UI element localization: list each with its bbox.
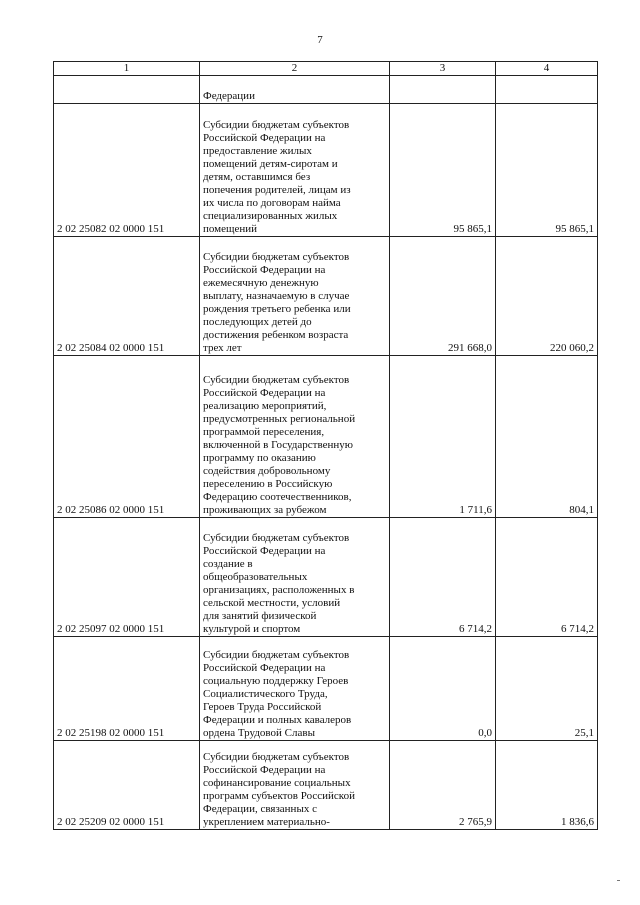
table-row bbox=[54, 741, 598, 830]
value-col3: 0,0 bbox=[390, 637, 496, 741]
table-row bbox=[54, 356, 598, 518]
header-cell-2: 2 bbox=[200, 62, 390, 76]
value-col4: 804,1 bbox=[496, 356, 598, 518]
row-description: Субсидии бюджетам субъектов Российской Федерации на социальную поддержку Героев Социалистического Труда, Героев Труда Российской Федерации и полных кавалеров ордена Трудовой Славы bbox=[200, 637, 390, 741]
row-description: Субсидии бюджетам субъектов Российской Федерации на софинансирование социальных программ субъектов Российской Федерации, связанных с укреплением материально- bbox=[200, 741, 390, 830]
budget-code: 2 02 25086 02 0000 151 bbox=[54, 356, 200, 518]
budget-code: 2 02 25198 02 0000 151 bbox=[54, 637, 200, 741]
table-header-row bbox=[54, 62, 598, 76]
value-col4: 95 865,1 bbox=[496, 104, 598, 237]
budget-code: 2 02 25084 02 0000 151 bbox=[54, 237, 200, 356]
value-col3: 2 765,9 bbox=[390, 741, 496, 830]
table-row bbox=[54, 237, 598, 356]
value-col3: 6 714,2 bbox=[390, 518, 496, 637]
value-col4: 1 836,6 bbox=[496, 741, 598, 830]
value-col4: 220 060,2 bbox=[496, 237, 598, 356]
header-cell-3: 3 bbox=[390, 62, 496, 76]
page-number: 7 bbox=[317, 34, 323, 46]
value-col3: 1 711,6 bbox=[390, 356, 496, 518]
continuation-text: Федерации bbox=[200, 76, 390, 104]
value-col4: 25,1 bbox=[496, 637, 598, 741]
row-description: Субсидии бюджетам субъектов Российской Федерации на реализацию мероприятий, предусмотренных региональной программой переселения, включенной в Государственную программу по оказанию содействия добровольному переселению в Российскую Федерацию соотечественников, проживающих за рубежом bbox=[200, 356, 390, 518]
table-row bbox=[54, 104, 598, 237]
budget-code: 2 02 25097 02 0000 151 bbox=[54, 518, 200, 637]
budget-code: 2 02 25082 02 0000 151 bbox=[54, 104, 200, 237]
header-cell-1: 1 bbox=[54, 62, 200, 76]
budget-code: 2 02 25209 02 0000 151 bbox=[54, 741, 200, 830]
header-cell-4: 4 bbox=[496, 62, 598, 76]
budget-table bbox=[53, 61, 598, 830]
value-col4: 6 714,2 bbox=[496, 518, 598, 637]
value-col3: 95 865,1 bbox=[390, 104, 496, 237]
continuation-row bbox=[54, 76, 598, 104]
table-row bbox=[54, 518, 598, 637]
row-description: Субсидии бюджетам субъектов Российской Федерации на предоставление жилых помещений детям-сиротам и детям, оставшимся без попечения родителей, лицам из их числа по договорам найма специализированных жилых помещений bbox=[200, 104, 390, 237]
value-col3: 291 668,0 bbox=[390, 237, 496, 356]
row-description: Субсидии бюджетам субъектов Российской Федерации на ежемесячную денежную выплату, назначаемую в случае рождения третьего ребенка или последующих детей до достижения ребенком возраста трех лет bbox=[200, 237, 390, 356]
scan-mark bbox=[617, 880, 620, 881]
table-row bbox=[54, 637, 598, 741]
row-description: Субсидии бюджетам субъектов Российской Федерации на создание в общеобразовательных организациях, расположенных в сельской местности, условий для занятий физической культурой и спортом bbox=[200, 518, 390, 637]
